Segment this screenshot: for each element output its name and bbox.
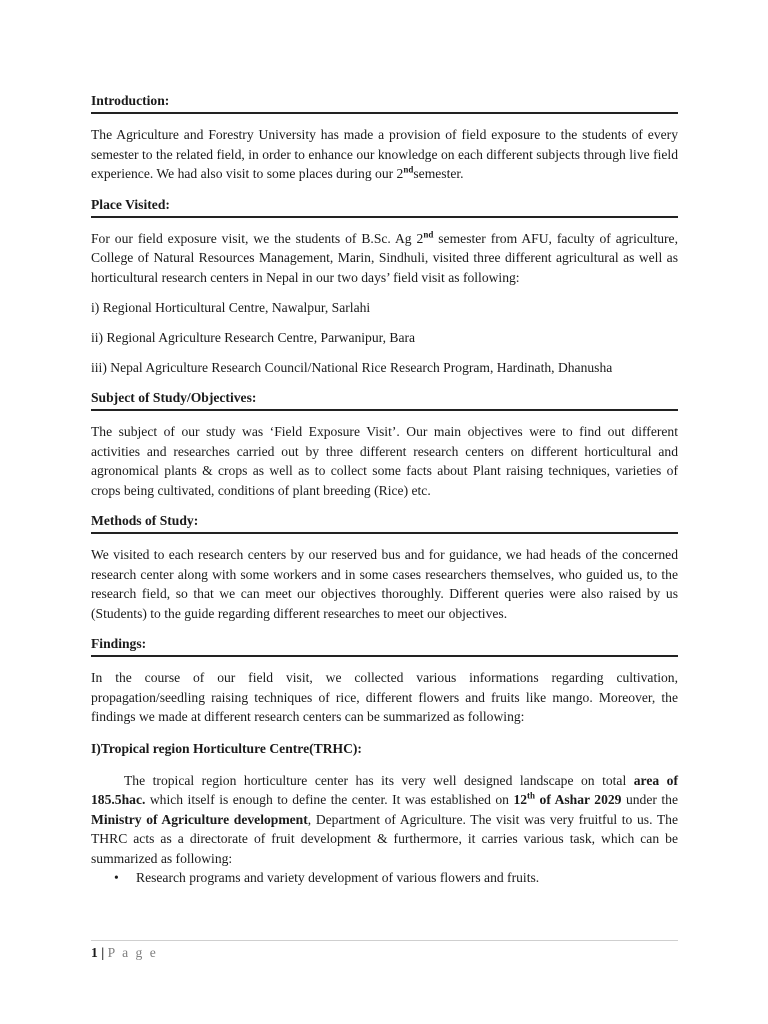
trhc-text-1: The tropical region horticulture center has its very well designed landscape on total [124, 772, 634, 788]
trhc-date-rest: of Ashar 2029 [535, 792, 622, 807]
introduction-text-a: The Agriculture and Forestry University has made a provision of field exposure to the students of every semester to the related field, in order to enhance our knowledge on each different subjects through live field experience. We had also visit to some places during our 2 [91, 127, 678, 181]
footer-separator: | [101, 945, 105, 960]
place-visited-paragraph [91, 229, 678, 288]
place-visited-text-b: semester from AFU, faculty of agriculture, College of Natural Resources Management, Marin, Sindhuli, visited three different agricultural as well as horticultural research centers in Nepal in our two days’ field visit as following: [91, 230, 678, 285]
place-visited-sup: nd [423, 228, 434, 239]
place-visited-heading: Place Visited: [91, 196, 678, 218]
place-item: iii) Nepal Agriculture Research Council/National Rice Research Program, Hardinath, Dhanusha [91, 360, 613, 375]
introduction-sup: nd [403, 164, 414, 175]
page-footer [91, 940, 678, 962]
trhc-paragraph [91, 771, 678, 869]
trhc-ministry: Ministry of Agriculture development [91, 811, 308, 827]
trhc-bullet-list [91, 868, 678, 887]
subject-heading: Subject of Study/Objectives: [91, 389, 678, 411]
methods-heading: Methods of Study: [91, 512, 678, 534]
introduction-heading: Introduction: [91, 92, 678, 114]
list-item-text: Research programs and variety development of various flowers and fruits. [136, 870, 540, 885]
trhc-date-sup: th [527, 790, 536, 801]
trhc-area: area of 185.5hac. [91, 772, 678, 807]
subject-paragraph: The subject of our study was ‘Field Exposure Visit’. Our main objectives were to find out different activities and researches carried out by three different research centers on different horticultural and agronomical plants & crops as well as to collect some facts about Plant raising techniques, varieties of crops being cultivated, conditions of plant breeding (Rice) etc. [91, 424, 678, 498]
trhc-heading: I)Tropical region Horticulture Centre(TRHC): [91, 740, 362, 756]
page-number: 1 [91, 945, 98, 960]
place-visited-text-a: For our field exposure visit, we the students of B.Sc. Ag 2 [91, 230, 424, 246]
findings-paragraph: In the course of our field visit, we collected various informations regarding cultivation, propagation/seedling raising techniques of rice, different flowers and fruits like mango. Moreover, the findings we made at different research centers can be summarized as following: [91, 670, 678, 724]
methods-paragraph: We visited to each research centers by our reserved bus and for guidance, we had heads of the concerned research center along with some workers and in some cases researchers themselves, who guided us, to the research field, so that we can meet our objectives thoroughly. Different queries were also raised by us (Students) to the guide regarding different researches to meet our objectives. [91, 547, 678, 621]
page-label: P a g e [107, 945, 158, 960]
place-item: i) Regional Horticultural Centre, Nawalpur, Sarlahi [91, 300, 371, 315]
place-item: ii) Regional Agriculture Research Centre, Parwanipur, Bara [91, 330, 416, 345]
findings-heading: Findings: [91, 635, 678, 657]
bullet-icon: • [114, 870, 119, 885]
document-page [91, 92, 678, 887]
list-item [91, 868, 678, 887]
trhc-text-4: , Department of Agriculture. The visit was very fruitful to us. The THRC acts as a directorate of fruit development & furthermore, it carries various task, which can be summarized as following: [91, 811, 678, 866]
trhc-text-2: which itself is enough to define the center. It was established on [145, 792, 514, 807]
introduction-text-b: semester. [413, 166, 464, 181]
introduction-paragraph [91, 125, 678, 184]
trhc-text-3: under the [621, 792, 678, 807]
trhc-date-day: 12 [513, 792, 528, 807]
